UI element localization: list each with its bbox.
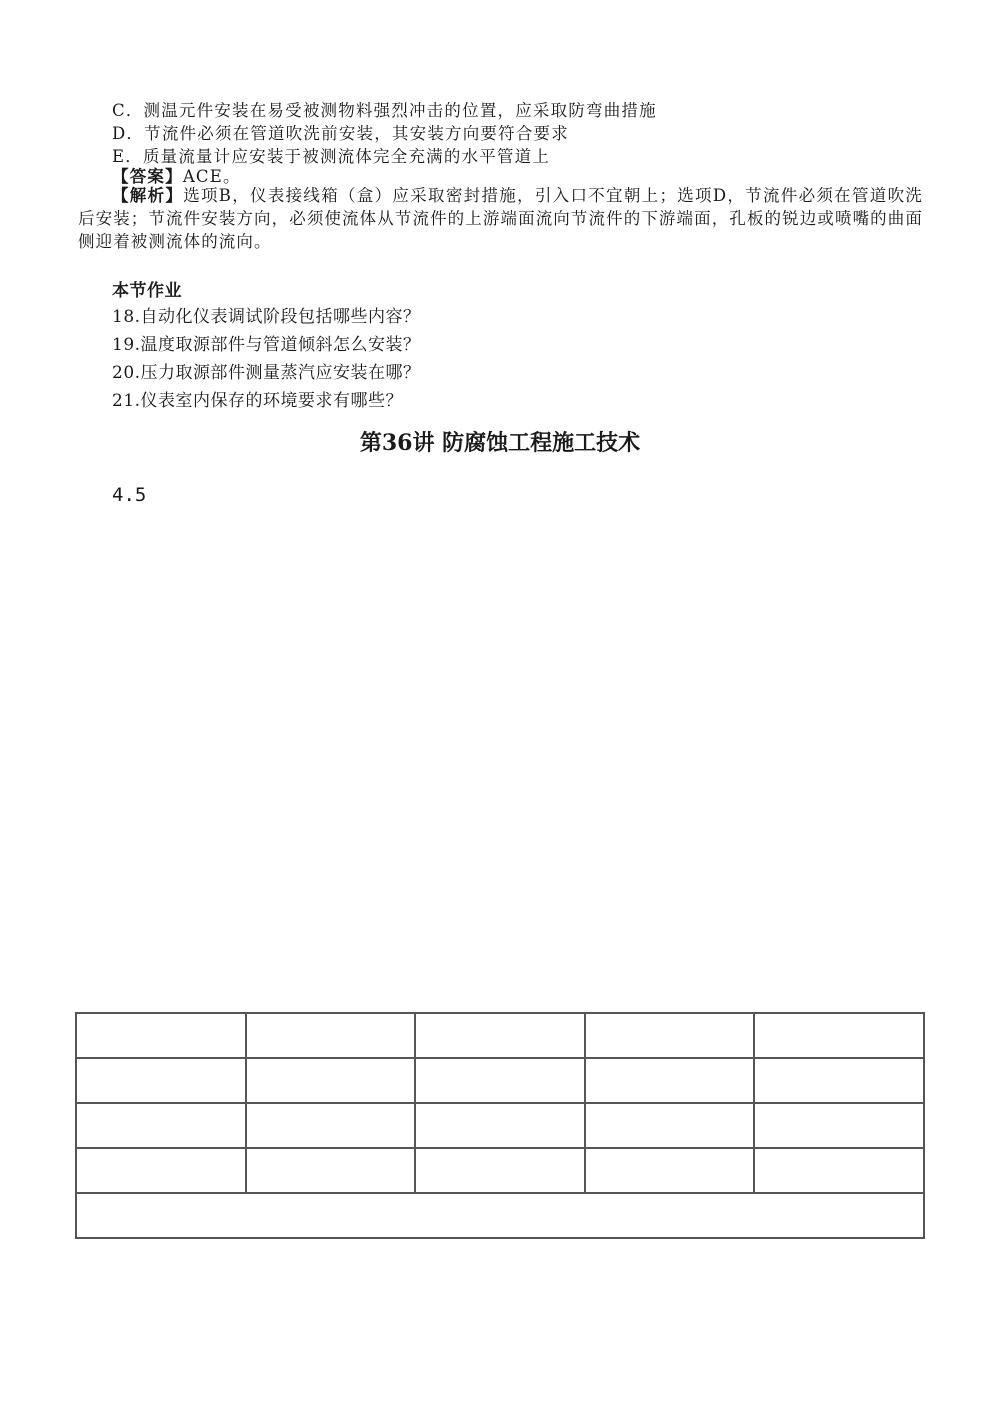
- table-cell: [246, 1148, 416, 1193]
- table-cell: [415, 1103, 585, 1148]
- explanation-paragraph: [78, 184, 923, 253]
- table-cell-merged: [76, 1193, 924, 1238]
- table-cell: [246, 1058, 416, 1103]
- table-cell: [415, 1013, 585, 1058]
- table-cell: [585, 1013, 755, 1058]
- table-row: [76, 1148, 924, 1193]
- explanation-label: 【解析】: [112, 186, 184, 205]
- table-cell: [754, 1148, 924, 1193]
- section-number: 4.5: [112, 484, 147, 506]
- table-cell: [415, 1058, 585, 1103]
- option-d: D．节流件必须在管道吹洗前安装，其安装方向要符合要求: [112, 124, 569, 143]
- table-row: [76, 1013, 924, 1058]
- table-cell: [415, 1148, 585, 1193]
- homework-item: 18.自动化仪表调试阶段包括哪些内容？: [112, 307, 421, 327]
- table-cell: [754, 1013, 924, 1058]
- table-cell: [76, 1013, 246, 1058]
- table-row: [76, 1103, 924, 1148]
- table-cell: [754, 1058, 924, 1103]
- table-cell: [585, 1103, 755, 1148]
- table-cell: [754, 1103, 924, 1148]
- option-c: C．测温元件安装在易受被测物料强烈冲击的位置，应采取防弯曲措施: [112, 101, 657, 120]
- table-cell: [76, 1103, 246, 1148]
- table-row: [76, 1058, 924, 1103]
- homework-heading: 本节作业: [112, 281, 182, 301]
- homework-item: 20.压力取源部件测量蒸汽应安装在哪？: [112, 363, 421, 383]
- table-cell: [76, 1148, 246, 1193]
- explanation-text: 选项B，仪表接线箱（盒）应采取密封措施，引入口不宜朝上；选项D，节流件必须在管道吹洗后安装；节流件安装方向，必须使流体从节流件的上游端面流向节流件的下游端面，孔板的锐边或喷嘴的曲面侧迎着被测流体的流向。: [78, 186, 923, 251]
- table-cell: [585, 1148, 755, 1193]
- blank-table: [75, 1012, 925, 1239]
- table-cell: [585, 1058, 755, 1103]
- table-cell: [246, 1103, 416, 1148]
- answer-label: 【答案】: [112, 167, 183, 186]
- homework-item: 21.仪表室内保存的环境要求有哪些？: [112, 391, 404, 411]
- lecture-title: 第36讲 防腐蚀工程施工技术: [359, 430, 641, 456]
- homework-item: 19.温度取源部件与管道倾斜怎么安装？: [112, 335, 421, 355]
- answer-value: ACE。: [182, 167, 241, 186]
- option-e: E．质量流量计应安装于被测流体完全充满的水平管道上: [112, 147, 551, 166]
- table-cell: [246, 1013, 416, 1058]
- table-row: [76, 1193, 924, 1238]
- table-cell: [76, 1058, 246, 1103]
